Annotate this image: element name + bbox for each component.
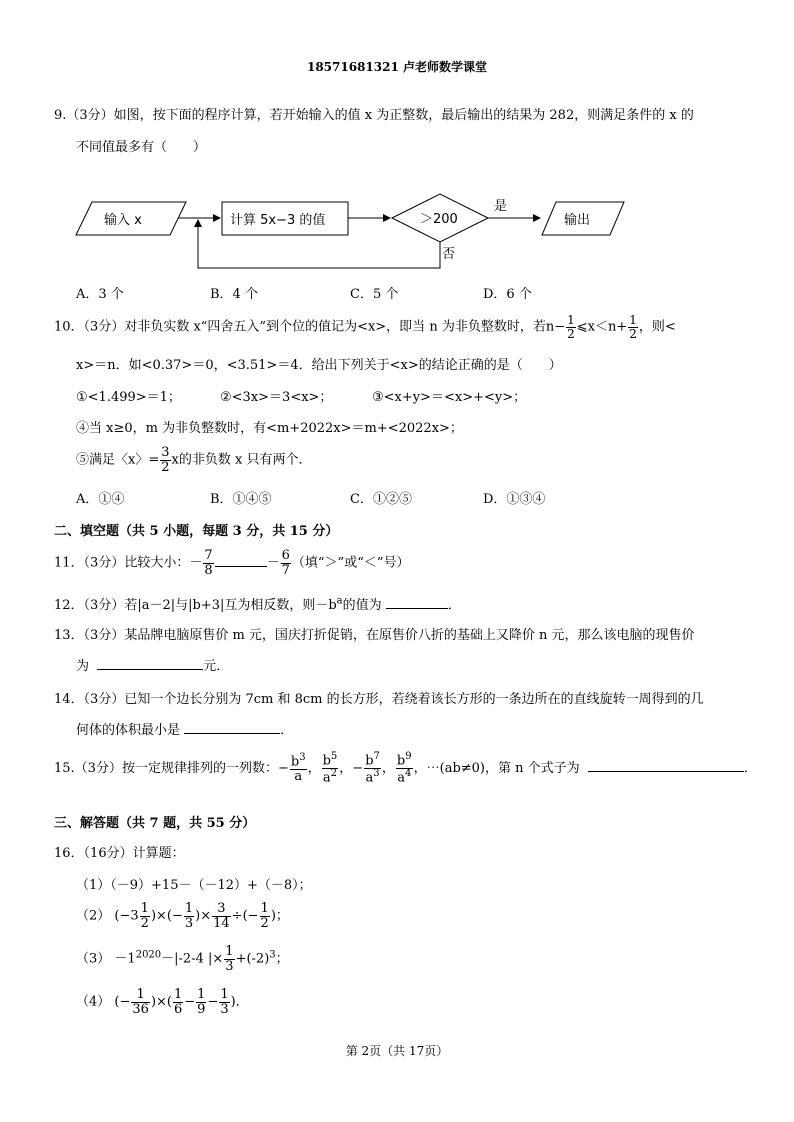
q12: 12．（3分）若|a－2|与|b+3|互为相反数，则$-b^a$的值为 ． <box>54 595 461 613</box>
q10-statement-2: ②<3x>＝3<x>； <box>220 390 333 405</box>
q10-option-a: A．①④ <box>76 492 125 507</box>
q10-line1-end: ，则< <box>638 319 676 335</box>
q9-stem-line1: 9.（3分）如图，按下面的程序计算，若开始输入的值 x 为正整数，最后输出的结果为 282，则满足条件的 x 的 <box>54 108 694 123</box>
q10-cond-mid: ⩽x＜n+ <box>576 319 628 335</box>
q13-answer-blank[interactable] <box>97 668 203 670</box>
q14-answer-blank[interactable] <box>184 732 280 734</box>
q10-statement-3: ③<x+y>＝<x>+<y>； <box>372 390 527 405</box>
q12-answer-blank[interactable] <box>386 607 448 609</box>
q15: 15.（3分）按一定规律排列的一列数：− $\frac{b^3}{a}$ ， $\frac{b^5}{a^2}$ ，− $\frac{b^7}{a^3}$ ， $\frac{b^9}{a^4}$ ，⋯(ab≠0)，第 n 个式子为 ． <box>54 751 757 786</box>
q15-term: $\frac{b^7}{a^3}$ <box>365 751 380 786</box>
q10-half-1: $\frac{1}{2}$ <box>567 313 575 341</box>
q10-cond-a: n− <box>545 319 566 335</box>
q9-option-b: B．4 个 <box>210 287 258 302</box>
q9-option-c: C．5 个 <box>350 287 399 302</box>
q11-frac-2: $\frac{6}{7}$ <box>281 548 290 578</box>
q10-statement-5: ⑤满足〈x〉= $\frac{3}{2}$ x的非负数 x 只有两个． <box>76 445 312 475</box>
q10-option-b: B．①④⑤ <box>210 492 272 507</box>
q10-line1 <box>54 314 676 340</box>
flow-output-label: 输出 <box>564 213 591 228</box>
flow-condition-label: ＞200 <box>420 212 458 227</box>
q15-answer-blank[interactable] <box>588 770 744 772</box>
q16-calc-4: （4） (− $\frac{1}{36}$ )×( $\frac{1}{6}$ − $\frac{1}{9}$ − $\frac{1}{3}$ )． <box>76 987 249 1017</box>
page-footer: 第 2页（共 17页） <box>345 1044 449 1058</box>
q14-line2: 何体的体积最小是 ． <box>76 723 294 738</box>
q9-flowchart <box>70 190 640 272</box>
q16-calc-2: （2） (−3 $\frac{1}{2}$ )×(− $\frac{1}{3}$ )× $\frac{3}{14}$ ÷(− $\frac{1}{2}$ )； <box>76 901 289 931</box>
q10-option-d: D．①③④ <box>483 492 546 507</box>
page-header: 18571681321 卢老师数学课堂 <box>306 60 488 74</box>
flow-yes-label: 是 <box>494 199 508 214</box>
q11-answer-blank[interactable] <box>215 565 267 567</box>
q15-term: $\frac{b^3}{a}$ <box>290 752 306 785</box>
q10-half-2: $\frac{1}{2}$ <box>629 313 637 341</box>
q15-terms: − $\frac{b^3}{a}$ ， $\frac{b^5}{a^2}$ ，− $\frac{b^7}{a^3}$ ， $\frac{b^9}{a^4}$ <box>277 751 412 786</box>
q13-line2: 为 元． <box>76 659 230 674</box>
q10-intro: 10．（3分）对非负实数 x“四舍五入”到个位的值记为<x>，即当 n 为非负整数时，若 <box>54 319 546 335</box>
flow-compute-label: 计算 5x−3 的值 <box>230 213 326 228</box>
q10-statement-4: ④当 x≥0，m 为非负整数时，有<m+2022x>＝m+<2022x>； <box>76 421 463 436</box>
q9-option-d: D．6 个 <box>483 287 532 302</box>
section-3-title: 三、解答题（共 7 题，共 55 分） <box>54 816 256 831</box>
q16-title: 16．（16分）计算题： <box>54 846 185 861</box>
q16-calc-1: （1）（－9）+15－（－12）+（－8）； <box>76 878 312 893</box>
q10-option-c: C．①②⑤ <box>350 492 412 507</box>
q14-line1: 14．（3分）已知一个边长分别为 7cm 和 8cm 的长方形，若绕着该长方形的一条边所在的直线旋转一周得到的几 <box>54 692 704 707</box>
q11: 11．（3分）比较大小：－ $\frac{7}{8}$ － $\frac{6}{7}$ （填“＞”或“＜”号） <box>54 548 410 578</box>
q10-statement-1: ①<1.499>＝1； <box>76 390 181 405</box>
q15-term: $\frac{b^9}{a^4}$ <box>396 751 412 786</box>
flow-input-label: 输入 x <box>104 213 142 228</box>
q11-frac-1: $\frac{7}{8}$ <box>204 548 213 578</box>
q9-stem-line2: 不同值最多有（ ） <box>76 140 207 155</box>
q16-calc-3: $(3) -1^{2020}-|-2-4$ |× $\frac{1}{3}$ $+(-2)^3$； <box>76 944 289 974</box>
q10-three-halves: $\frac{3}{2}$ <box>161 445 170 475</box>
q10-line2: x>＝n．如<0.37>＝0，<3.51>＝4．给出下列关于<x>的结论正确的是（ ） <box>76 358 562 373</box>
flow-no-label: 否 <box>442 247 456 262</box>
q9-option-a: A．3 个 <box>76 287 124 302</box>
q15-term: $\frac{b^5}{a^2}$ <box>322 751 338 786</box>
section-2-title: 二、填空题（共 5 小题，每题 3 分，共 15 分） <box>54 524 339 539</box>
q13-line1: 13．（3分）某品牌电脑原售价 m 元，国庆打折促销，在原售价八折的基础上又降价 n 元，那么该电脑的现售价 <box>54 628 695 643</box>
